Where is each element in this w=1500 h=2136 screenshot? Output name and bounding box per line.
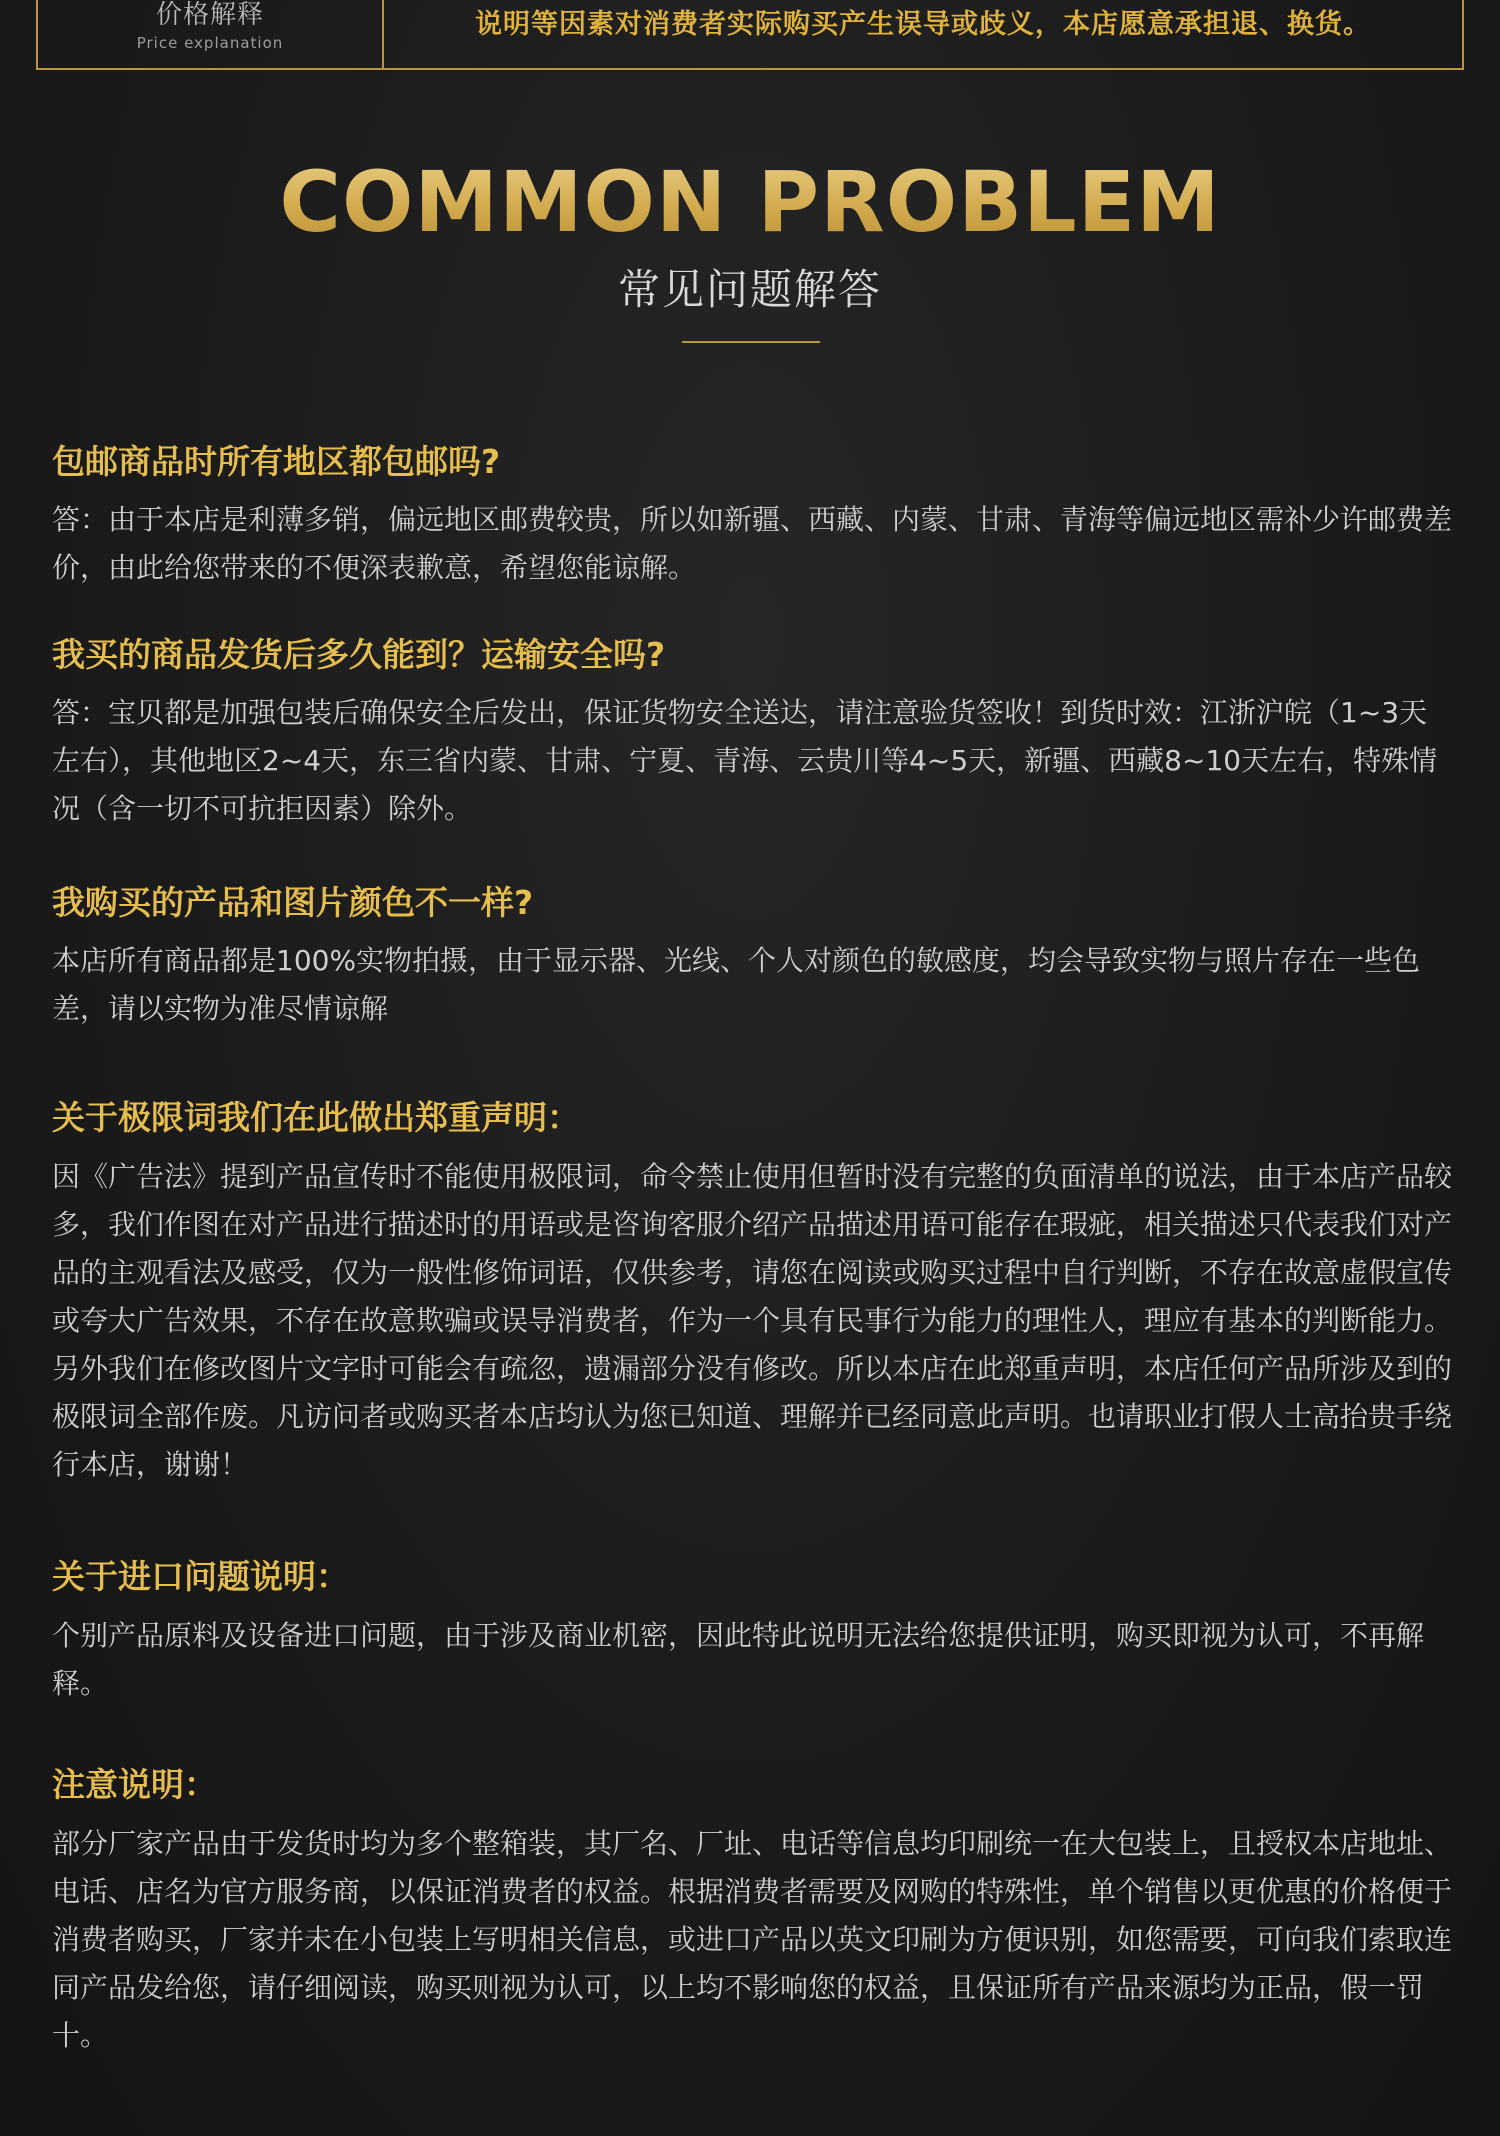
faq-answer-delivery-time: 答：宝贝都是加强包装后确保安全后发出，保证货物安全送达，请注意验货签收！到货时效：江浙沪皖（1~3天左右），其他地区2~4天，东三省内蒙、甘肃、宁夏、青海、云贵川等4~5天，新疆、西藏8~10天左右，特殊情况（含一切不可抗拒因素）除外。	[52, 696, 1438, 825]
faq-answer-notice: 部分厂家产品由于发货时均为多个整箱装，其厂名、厂址、电话等信息均印刷统一在大包装上，且授权本店地址、电话、店名为官方服务商，以保证消费者的权益。根据消费者需要及网购的特殊性，单个销售以更优惠的价格便于消费者购买，厂家并未在小包装上写明相关信息，或进口产品以英文印刷为方便识别，如您需要，可向我们索取连同产品发给您，请仔细阅读，购买则视为认可，以上均不影响您的权益，且保证所有产品来源均为正品，假一罚十。	[52, 1827, 1453, 2052]
price-explanation-bar	[36, 0, 1464, 70]
faq-answer-extreme-words: 因《广告法》提到产品宣传时不能使用极限词，命令禁止使用但暂时没有完整的负面清单的说法，由于本店产品较多，我们作图在对产品进行描述时的用语或是咨询客服介绍产品描述用语可能存在瑕疵，相关描述只代表我们对产品的主观看法及感受，仅为一般性修饰词语，仅供参考，请您在阅读或购买过程中自行判断，不存在故意虚假宣传或夸大广告效果，不存在故意欺骗或误导消费者，作为一个具有民事行为能力的理性人，理应有基本的判断能力。另外我们在修改图片文字时可能会有疏忽，遗漏部分没有修改。所以本店在此郑重声明，本店任何产品所涉及到的极限词全部作废。凡访问者或购买者本店均认为您已知道、理解并已经同意此声明。也请职业打假人士高抬贵手绕行本店，谢谢！	[52, 1160, 1453, 1481]
faq-question-extreme-words: 关于极限词我们在此做出郑重声明：	[52, 1098, 580, 1137]
price-explanation-label	[38, 0, 384, 68]
faq-question-import: 关于进口问题说明：	[52, 1557, 349, 1596]
faq-question-notice: 注意说明：	[52, 1765, 217, 1804]
hero-subtitle: 常见问题解答	[617, 265, 882, 314]
faq-question-delivery-time: 我买的商品发货后多久能到？运输安全吗?	[52, 635, 666, 674]
faq-answer-color-difference: 本店所有商品都是100%实物拍摄，由于显示器、光线、个人对颜色的敏感度，均会导致实物与照片存在一些色差，请以实物为准尽情谅解	[52, 944, 1421, 1025]
hero-title: COMMON PROBLEM	[0, 152, 1500, 252]
price-label-en: Price explanation	[136, 34, 284, 52]
hero-divider	[682, 341, 820, 343]
price-label-cn: 价格解释	[155, 0, 264, 30]
faq-answer-free-shipping: 答：由于本店是利薄多销，偏远地区邮费较贵，所以如新疆、西藏、内蒙、甘肃、青海等偏远地区需补少许邮费差价，由此给您带来的不便深表歉意，希望您能谅解。	[52, 503, 1453, 584]
faq-question-color-difference: 我购买的产品和图片颜色不一样?	[52, 883, 534, 922]
return-notice: 说明等因素对消费者实际购买产生误导或歧义，本店愿意承担退、换货。	[475, 9, 1371, 40]
faq-question-free-shipping: 包邮商品时所有地区都包邮吗?	[52, 442, 501, 481]
faq-answer-import: 个别产品原料及设备进口问题，由于涉及商业机密，因此特此说明无法给您提供证明，购买即视为认可，不再解释。	[52, 1619, 1425, 1700]
